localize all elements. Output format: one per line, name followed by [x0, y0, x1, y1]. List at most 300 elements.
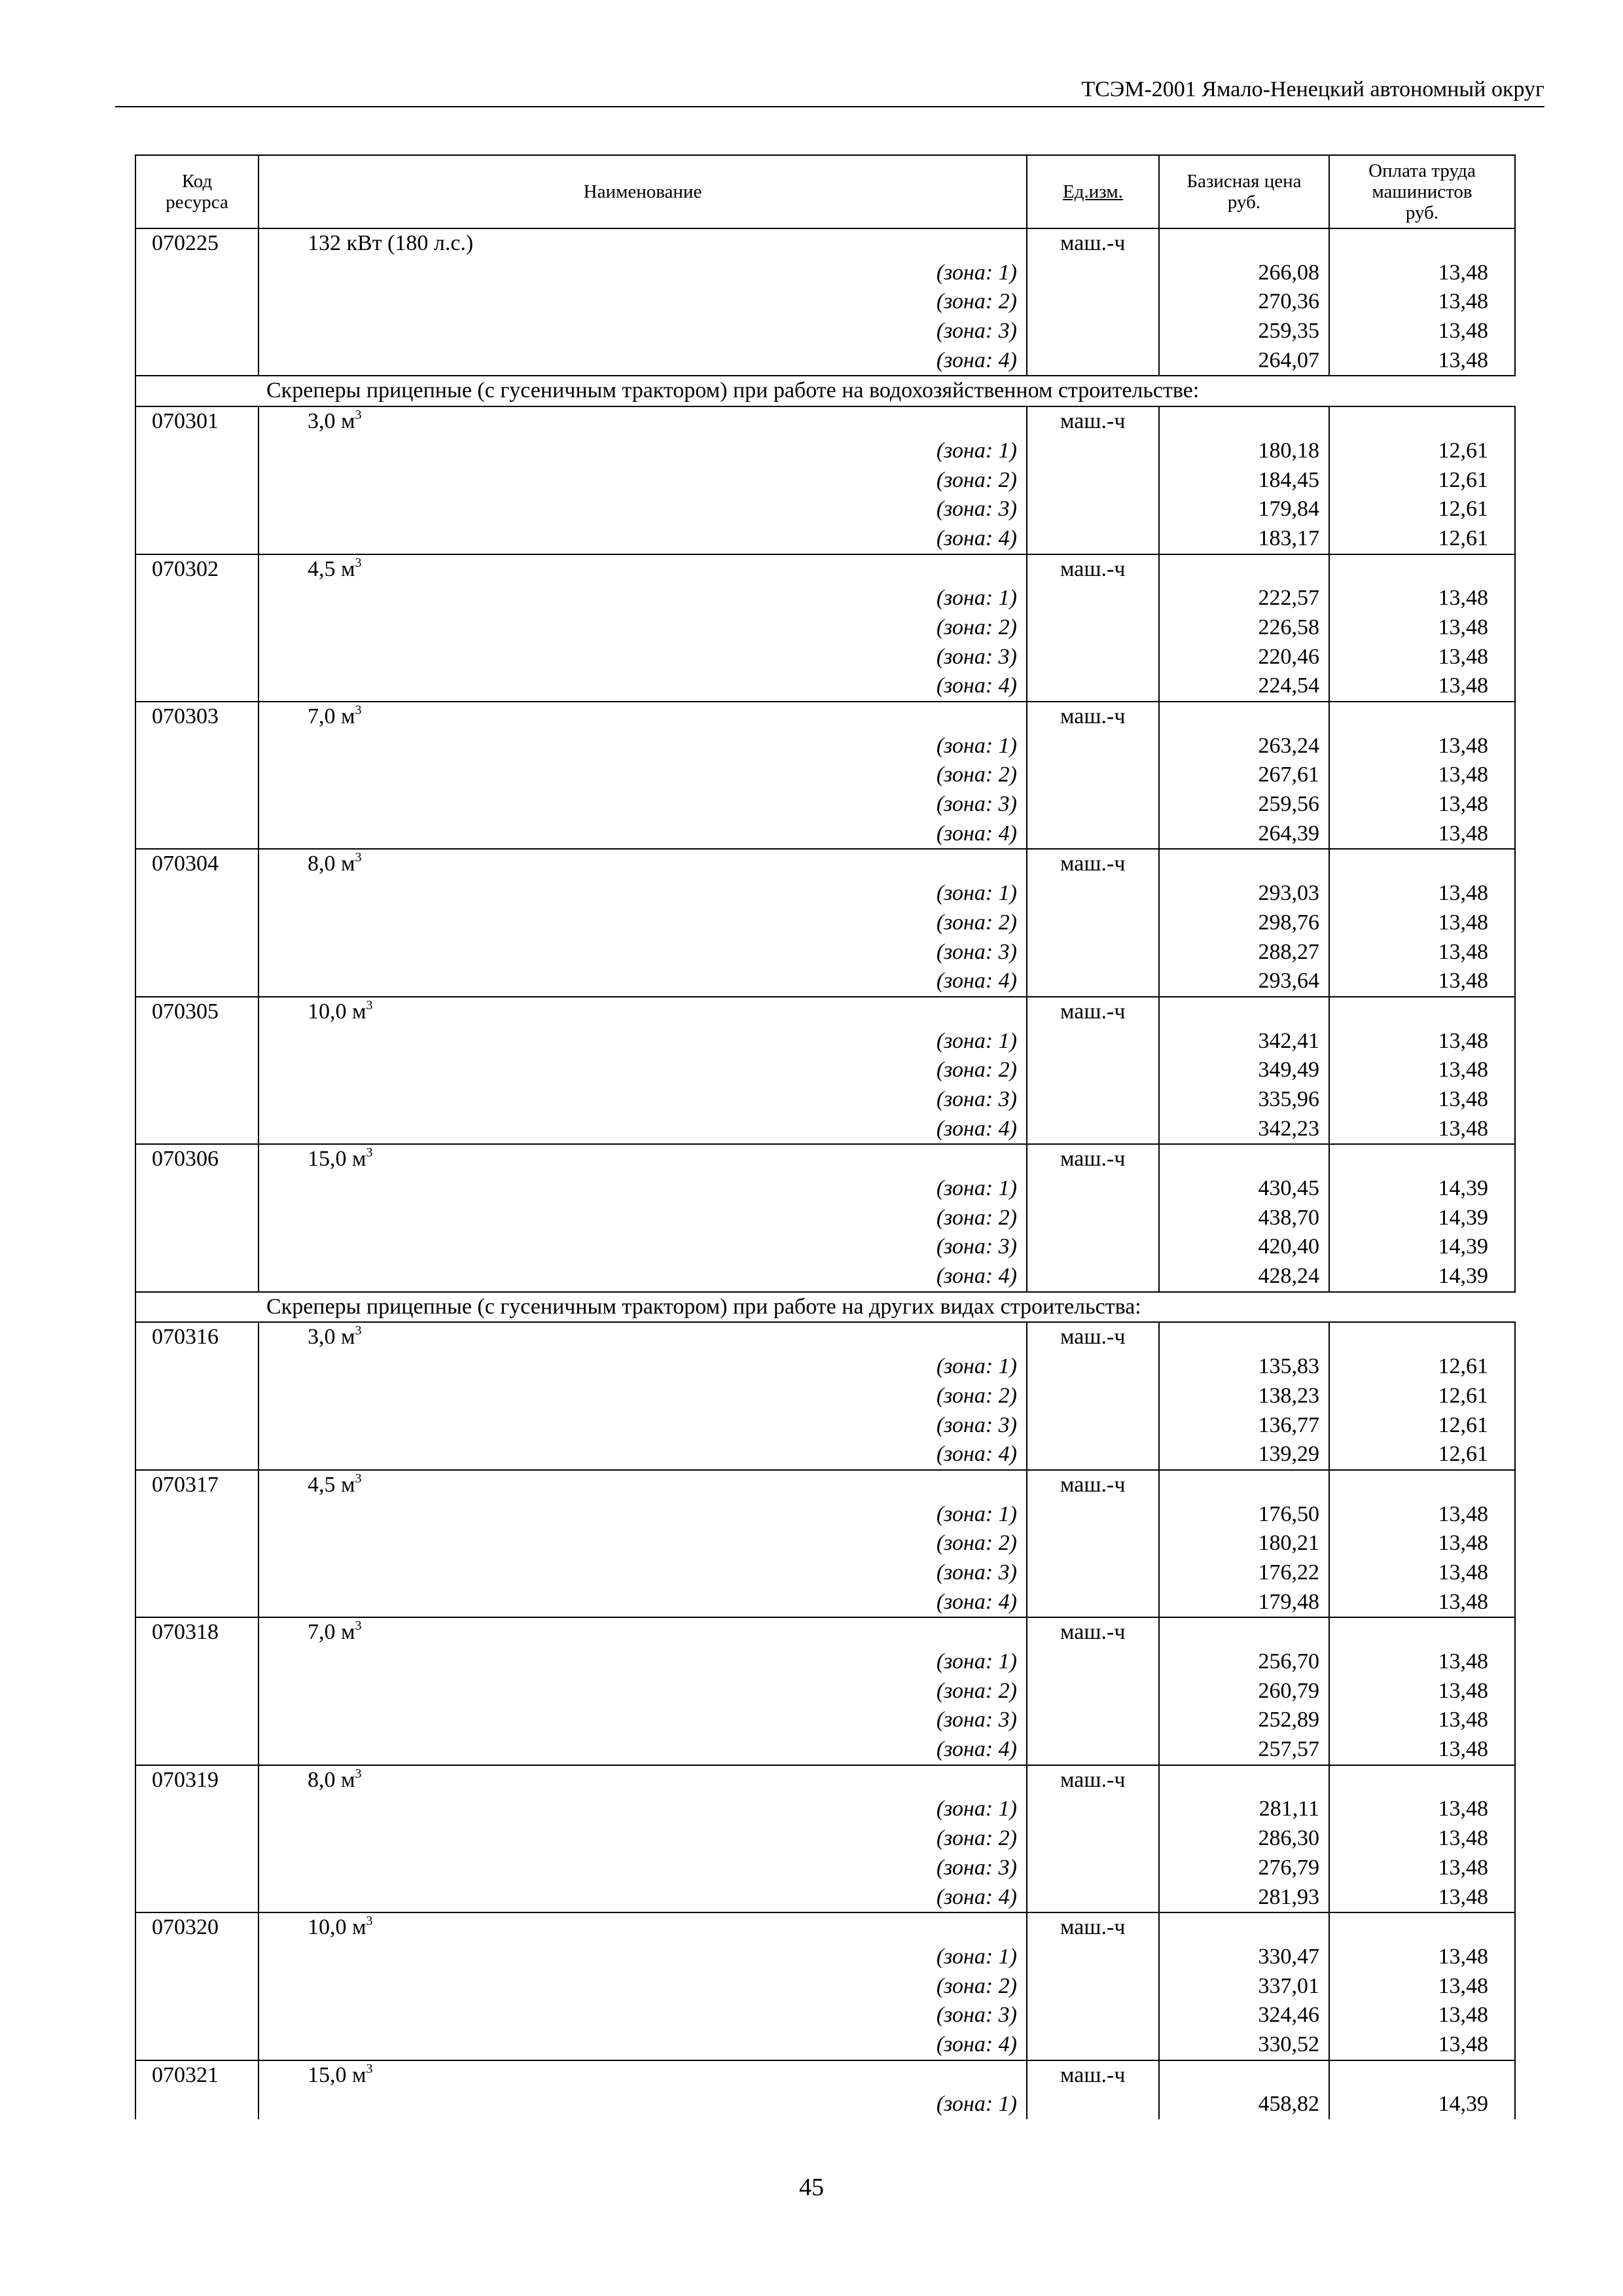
code-cell: [135, 287, 259, 317]
zone-pay: 13,48: [1329, 1943, 1515, 1972]
zone-price: 176,22: [1159, 1558, 1329, 1588]
price-cell: [1159, 2060, 1329, 2090]
code-cell: [135, 1972, 259, 2001]
zone-price: 330,52: [1159, 2030, 1329, 2060]
zone-row: [135, 967, 1515, 997]
zone-label: (зона: 1): [259, 1795, 1027, 1824]
code-cell: [135, 761, 259, 790]
zone-row: [135, 1706, 1515, 1735]
code-cell: [135, 495, 259, 524]
code-cell: [135, 1027, 259, 1056]
superscript: 3: [355, 555, 362, 570]
superscript: 3: [366, 997, 373, 1013]
code-cell: [135, 1647, 259, 1677]
zone-label: (зона: 1): [259, 1027, 1027, 1056]
zone-pay: 14,39: [1329, 1262, 1515, 1292]
resource-unit: маш.-ч: [1027, 702, 1159, 732]
section-title: Скреперы прицепные (с гусеничным трактором) при работе на водохозяйственном строительстве:: [259, 376, 1515, 406]
running-header: [115, 73, 1544, 107]
code-cell: [135, 1382, 259, 1411]
price-cell: [1159, 1470, 1329, 1500]
zone-row: [135, 1883, 1515, 1913]
code-cell: [135, 1883, 259, 1913]
resource-unit: маш.-ч: [1027, 849, 1159, 879]
code-cell: [135, 1795, 259, 1824]
unit-cell: [1027, 1854, 1159, 1883]
zone-pay: 13,48: [1329, 1500, 1515, 1530]
unit-cell: [1027, 2090, 1159, 2119]
resource-unit: маш.-ч: [1027, 1470, 1159, 1500]
zone-price: 224,54: [1159, 672, 1329, 702]
zone-price: 335,96: [1159, 1085, 1329, 1115]
zone-pay: 12,61: [1329, 1352, 1515, 1382]
resource-unit: маш.-ч: [1027, 1322, 1159, 1352]
zone-price: 288,27: [1159, 938, 1329, 967]
resource-code: 070321: [135, 2060, 259, 2090]
code-cell: [135, 2090, 259, 2119]
zone-row: [135, 1174, 1515, 1204]
zone-price: 180,21: [1159, 1529, 1329, 1558]
zone-price: 179,48: [1159, 1588, 1329, 1618]
superscript: 3: [355, 850, 362, 865]
unit-cell: [1027, 790, 1159, 819]
column-header-pay: Оплата труда машинистов руб.: [1329, 155, 1515, 228]
price-cell: [1159, 1765, 1329, 1795]
code-cell: [135, 317, 259, 346]
zone-row: [135, 938, 1515, 967]
zone-pay: 13,48: [1329, 1706, 1515, 1735]
zone-row: [135, 1588, 1515, 1618]
zone-label: (зона: 2): [259, 1677, 1027, 1706]
table-body: [135, 228, 1515, 2119]
zone-pay: 12,61: [1329, 466, 1515, 495]
zone-price: 330,47: [1159, 1943, 1329, 1972]
zone-row: [135, 1529, 1515, 1558]
zone-row: [135, 1677, 1515, 1706]
resource-unit: маш.-ч: [1027, 1617, 1159, 1647]
code-cell: [135, 1500, 259, 1530]
code-cell: [135, 2030, 259, 2060]
zone-label: (зона: 2): [259, 1382, 1027, 1411]
code-cell: [135, 1735, 259, 1765]
zone-row: [135, 819, 1515, 850]
superscript: 3: [366, 2061, 373, 2076]
superscript: 3: [355, 1323, 362, 1338]
zone-label: (зона: 2): [259, 1529, 1027, 1558]
unit-cell: [1027, 819, 1159, 850]
resource-row: [135, 849, 1515, 879]
pay-cell: [1329, 1322, 1515, 1352]
code-cell: [135, 938, 259, 967]
zone-row: [135, 524, 1515, 554]
unit-cell: [1027, 672, 1159, 702]
zone-label: (зона: 3): [259, 2001, 1027, 2030]
resource-name: 10,0 $м^3$: [259, 1912, 1027, 1943]
zone-price: 183,17: [1159, 524, 1329, 554]
code-cell: [135, 790, 259, 819]
resource-name: 4,5 $м^3$: [259, 554, 1027, 584]
code-cell: [135, 1204, 259, 1233]
zone-row: [135, 1440, 1515, 1470]
zone-pay: 13,48: [1329, 732, 1515, 761]
column-header-name: Наименование: [259, 155, 1027, 228]
unit-cell: [1027, 259, 1159, 288]
zone-label: (зона: 3): [259, 1558, 1027, 1588]
zone-row: [135, 1854, 1515, 1883]
unit-cell: [1027, 761, 1159, 790]
resource-row: [135, 1765, 1515, 1795]
zone-price: 420,40: [1159, 1232, 1329, 1262]
resource-unit: маш.-ч: [1027, 2060, 1159, 2090]
unit-cell: [1027, 613, 1159, 643]
zone-price: 259,56: [1159, 790, 1329, 819]
zone-pay: 13,48: [1329, 672, 1515, 702]
zone-price: 266,08: [1159, 259, 1329, 288]
zone-label: (зона: 3): [259, 643, 1027, 672]
price-cell: [1159, 554, 1329, 584]
zone-pay: 13,48: [1329, 613, 1515, 643]
resource-name: 10,0 $м^3$: [259, 997, 1027, 1027]
zone-row: [135, 1500, 1515, 1530]
zone-row: [135, 2090, 1515, 2119]
code-cell: [135, 613, 259, 643]
zone-price: 264,07: [1159, 346, 1329, 376]
code-cell: [135, 346, 259, 376]
unit-cell: [1027, 1382, 1159, 1411]
zone-price: 276,79: [1159, 1854, 1329, 1883]
unit-cell: [1027, 1943, 1159, 1972]
zone-label: (зона: 4): [259, 1735, 1027, 1765]
zone-row: [135, 2030, 1515, 2060]
unit-cell: [1027, 967, 1159, 997]
resource-name: 7,0 $м^3$: [259, 1617, 1027, 1647]
zone-row: [135, 346, 1515, 376]
zone-label: (зона: 2): [259, 613, 1027, 643]
zone-price: 220,46: [1159, 643, 1329, 672]
zone-row: [135, 761, 1515, 790]
zone-pay: 12,61: [1329, 1411, 1515, 1441]
zone-price: 136,77: [1159, 1411, 1329, 1441]
zone-label: (зона: 3): [259, 1854, 1027, 1883]
code-cell: [135, 643, 259, 672]
zone-label: (зона: 1): [259, 1352, 1027, 1382]
resource-unit: маш.-ч: [1027, 997, 1159, 1027]
superscript: 3: [355, 1766, 362, 1781]
zone-label: (зона: 3): [259, 1085, 1027, 1115]
resource-row: [135, 997, 1515, 1027]
zone-row: [135, 1056, 1515, 1085]
zone-price: 337,01: [1159, 1972, 1329, 2001]
zone-price: 135,83: [1159, 1352, 1329, 1382]
zone-row: [135, 1558, 1515, 1588]
unit-cell: [1027, 2030, 1159, 2060]
zone-pay: 13,48: [1329, 790, 1515, 819]
zone-pay: 12,61: [1329, 1382, 1515, 1411]
price-cell: [1159, 702, 1329, 732]
zone-pay: 13,48: [1329, 287, 1515, 317]
zone-label: (зона: 4): [259, 672, 1027, 702]
code-cell: [135, 1411, 259, 1441]
zone-row: [135, 2001, 1515, 2030]
resource-row: [135, 406, 1515, 437]
unit-cell: [1027, 938, 1159, 967]
zone-label: (зона: 1): [259, 1647, 1027, 1677]
zone-label: (зона: 3): [259, 1411, 1027, 1441]
zone-pay: 13,48: [1329, 259, 1515, 288]
zone-price: 260,79: [1159, 1677, 1329, 1706]
zone-price: 428,24: [1159, 1262, 1329, 1292]
resource-unit: маш.-ч: [1027, 1144, 1159, 1174]
zone-price: 270,36: [1159, 287, 1329, 317]
zone-label: (зона: 1): [259, 879, 1027, 908]
superscript: 3: [355, 1619, 362, 1634]
zone-pay: 13,48: [1329, 1558, 1515, 1588]
zone-pay: 13,48: [1329, 1735, 1515, 1765]
unit-cell: [1027, 1677, 1159, 1706]
resource-name: 4,5 $м^3$: [259, 1470, 1027, 1500]
zone-label: (зона: 4): [259, 524, 1027, 554]
unit-cell: [1027, 1056, 1159, 1085]
zone-price: 184,45: [1159, 466, 1329, 495]
zone-label: (зона: 4): [259, 346, 1027, 376]
zone-pay: 12,61: [1329, 437, 1515, 466]
unit-cell: [1027, 1027, 1159, 1056]
zone-row: [135, 1647, 1515, 1677]
superscript: 3: [355, 1471, 362, 1486]
zone-pay: 13,48: [1329, 1529, 1515, 1558]
code-cell: [135, 584, 259, 613]
resource-code: 070320: [135, 1912, 259, 1943]
zone-pay: 13,48: [1329, 1115, 1515, 1145]
zone-label: (зона: 1): [259, 1943, 1027, 1972]
unit-cell: [1027, 317, 1159, 346]
zone-row: [135, 1795, 1515, 1824]
unit-cell: [1027, 1262, 1159, 1292]
zone-label: (зона: 4): [259, 1262, 1027, 1292]
pay-cell: [1329, 1617, 1515, 1647]
unit-cell: [1027, 1115, 1159, 1145]
resource-row: [135, 1617, 1515, 1647]
zone-price: 458,82: [1159, 2090, 1329, 2119]
unit-cell: [1027, 524, 1159, 554]
zone-row: [135, 317, 1515, 346]
unit-cell: [1027, 1558, 1159, 1588]
zone-pay: 12,61: [1329, 1440, 1515, 1470]
code-cell: [135, 1352, 259, 1382]
zone-pay: 13,48: [1329, 761, 1515, 790]
zone-pay: 13,48: [1329, 1647, 1515, 1677]
code-cell: [135, 524, 259, 554]
code-cell: [135, 466, 259, 495]
zone-pay: 14,39: [1329, 1204, 1515, 1233]
zone-row: [135, 1115, 1515, 1145]
zone-row: [135, 672, 1515, 702]
price-cell: [1159, 849, 1329, 879]
code-cell: [135, 1440, 259, 1470]
price-cell: [1159, 1617, 1329, 1647]
zone-label: (зона: 4): [259, 1440, 1027, 1470]
column-header-price: Базисная цена руб.: [1159, 155, 1329, 228]
zone-price: 138,23: [1159, 1382, 1329, 1411]
resource-code: 070318: [135, 1617, 259, 1647]
zone-pay: 13,48: [1329, 1795, 1515, 1824]
zone-label: (зона: 2): [259, 1972, 1027, 2001]
resource-code: 070225: [135, 228, 259, 259]
zone-label: (зона: 1): [259, 259, 1027, 288]
zone-pay: 13,48: [1329, 1085, 1515, 1115]
zone-pay: 13,48: [1329, 1854, 1515, 1883]
unit-cell: [1027, 584, 1159, 613]
resource-code: 070305: [135, 997, 259, 1027]
unit-cell: [1027, 1795, 1159, 1824]
zone-label: (зона: 3): [259, 1232, 1027, 1262]
zone-price: 257,57: [1159, 1735, 1329, 1765]
zone-row: [135, 1232, 1515, 1262]
zone-price: 281,11: [1159, 1795, 1329, 1824]
zone-price: 263,24: [1159, 732, 1329, 761]
zone-label: (зона: 2): [259, 1056, 1027, 1085]
zone-row: [135, 1972, 1515, 2001]
zone-label: (зона: 3): [259, 790, 1027, 819]
code-cell: [135, 1085, 259, 1115]
zone-pay: 14,39: [1329, 1174, 1515, 1204]
code-cell: [135, 259, 259, 288]
zone-price: 349,49: [1159, 1056, 1329, 1085]
resource-row: [135, 228, 1515, 259]
pay-cell: [1329, 1470, 1515, 1500]
zone-label: (зона: 4): [259, 1883, 1027, 1913]
code-cell: [135, 1588, 259, 1618]
pay-cell: [1329, 2060, 1515, 2090]
pay-cell: [1329, 1765, 1515, 1795]
code-cell: [135, 672, 259, 702]
zone-pay: 12,61: [1329, 524, 1515, 554]
section-code-cell: [135, 1292, 259, 1323]
zone-pay: 13,48: [1329, 908, 1515, 938]
price-cell: [1159, 228, 1329, 259]
zone-label: (зона: 2): [259, 466, 1027, 495]
resource-code: 070316: [135, 1322, 259, 1352]
resource-code: 070319: [135, 1765, 259, 1795]
zone-row: [135, 495, 1515, 524]
zone-price: 293,64: [1159, 967, 1329, 997]
zone-pay: 13,48: [1329, 967, 1515, 997]
code-cell: [135, 1706, 259, 1735]
zone-label: (зона: 4): [259, 2030, 1027, 2060]
pay-cell: [1329, 406, 1515, 437]
table-header: [135, 155, 1515, 228]
zone-row: [135, 1204, 1515, 1233]
zone-pay: 13,48: [1329, 2030, 1515, 2060]
zone-row: [135, 287, 1515, 317]
zone-pay: 13,48: [1329, 346, 1515, 376]
code-cell: [135, 2001, 259, 2030]
resource-code: 070301: [135, 406, 259, 437]
zone-pay: 13,48: [1329, 2001, 1515, 2030]
zone-price: 342,23: [1159, 1115, 1329, 1145]
unit-cell: [1027, 643, 1159, 672]
zone-pay: 13,48: [1329, 1824, 1515, 1854]
resource-row: [135, 702, 1515, 732]
resource-code: 070317: [135, 1470, 259, 1500]
resource-name: 3,0 $м^3$: [259, 1322, 1027, 1352]
resource-code: 070306: [135, 1144, 259, 1174]
resource-row: [135, 2060, 1515, 2090]
unit-cell: [1027, 879, 1159, 908]
code-cell: [135, 1677, 259, 1706]
zone-label: (зона: 4): [259, 1115, 1027, 1145]
zone-row: [135, 790, 1515, 819]
code-cell: [135, 908, 259, 938]
resource-name: 3,0 $м^3$: [259, 406, 1027, 437]
zone-price: 430,45: [1159, 1174, 1329, 1204]
unit-cell: [1027, 1440, 1159, 1470]
zone-price: 267,61: [1159, 761, 1329, 790]
zone-price: 259,35: [1159, 317, 1329, 346]
resource-price-table: [135, 154, 1516, 2119]
unit-cell: [1027, 1824, 1159, 1854]
superscript: 3: [366, 1914, 373, 1929]
zone-label: (зона: 2): [259, 287, 1027, 317]
zone-price: 281,93: [1159, 1883, 1329, 1913]
zone-pay: 13,48: [1329, 879, 1515, 908]
unit-cell: [1027, 437, 1159, 466]
unit-cell: [1027, 1204, 1159, 1233]
zone-pay: 13,48: [1329, 1588, 1515, 1618]
zone-label: (зона: 2): [259, 1824, 1027, 1854]
code-cell: [135, 1854, 259, 1883]
zone-pay: 13,48: [1329, 819, 1515, 850]
zone-row: [135, 643, 1515, 672]
zone-price: 264,39: [1159, 819, 1329, 850]
zone-pay: 12,61: [1329, 495, 1515, 524]
resource-unit: маш.-ч: [1027, 228, 1159, 259]
section-title: Скреперы прицепные (с гусеничным трактором) при работе на других видах строительства:: [259, 1292, 1515, 1323]
resource-name: 8,0 $м^3$: [259, 1765, 1027, 1795]
unit-cell: [1027, 2001, 1159, 2030]
resource-code: 070304: [135, 849, 259, 879]
resource-row: [135, 1470, 1515, 1500]
zone-pay: 13,48: [1329, 643, 1515, 672]
zone-label: (зона: 1): [259, 437, 1027, 466]
zone-price: 286,30: [1159, 1824, 1329, 1854]
zone-row: [135, 1943, 1515, 1972]
code-cell: [135, 1115, 259, 1145]
section-row: [135, 376, 1515, 406]
code-cell: [135, 1529, 259, 1558]
resource-row: [135, 1912, 1515, 1943]
resource-unit: маш.-ч: [1027, 406, 1159, 437]
zone-label: (зона: 1): [259, 732, 1027, 761]
unit-cell: [1027, 732, 1159, 761]
zone-row: [135, 466, 1515, 495]
code-cell: [135, 879, 259, 908]
zone-row: [135, 732, 1515, 761]
resource-row: [135, 1144, 1515, 1174]
zone-pay: 13,48: [1329, 1056, 1515, 1085]
zone-pay: 13,48: [1329, 317, 1515, 346]
price-cell: [1159, 1912, 1329, 1943]
zone-pay: 13,48: [1329, 584, 1515, 613]
section-row: [135, 1292, 1515, 1323]
price-cell: [1159, 997, 1329, 1027]
unit-cell: [1027, 1735, 1159, 1765]
zone-row: [135, 879, 1515, 908]
zone-price: 342,41: [1159, 1027, 1329, 1056]
resource-code: 070302: [135, 554, 259, 584]
zone-label: (зона: 1): [259, 1500, 1027, 1530]
zone-row: [135, 584, 1515, 613]
